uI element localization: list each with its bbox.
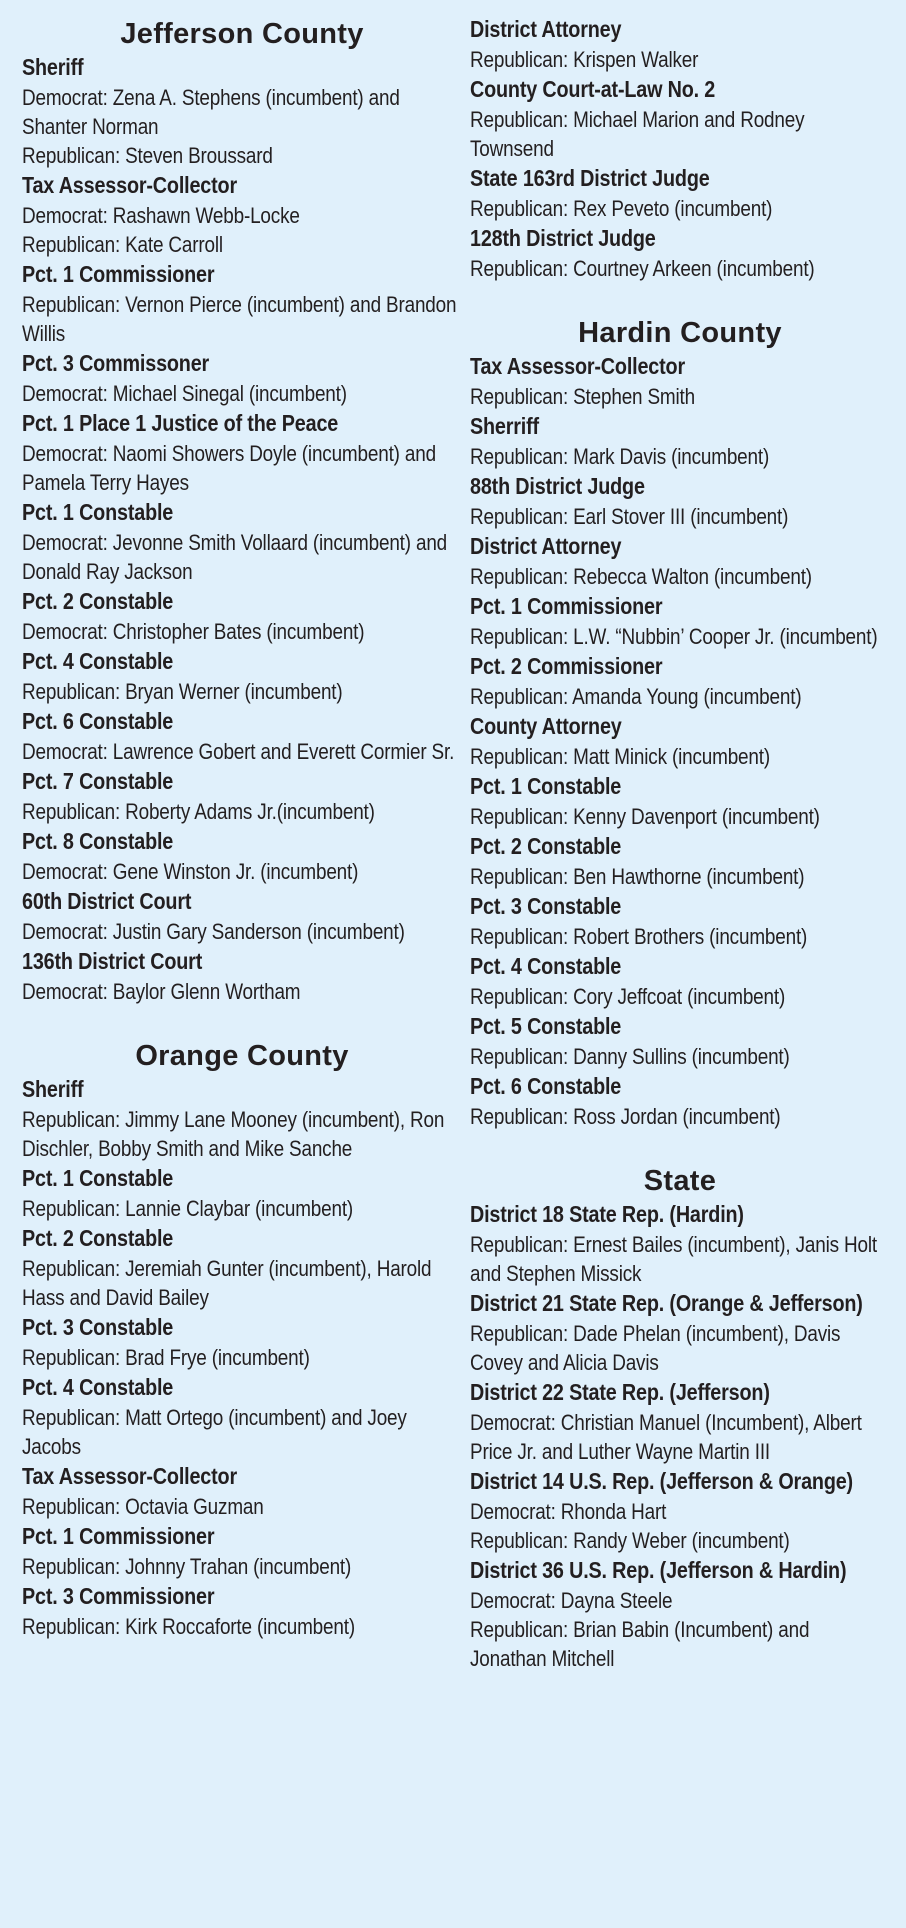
- candidate-line: Republican: Krispen Walker: [470, 47, 699, 72]
- office-title: Pct. 1 Commissioner: [470, 593, 663, 619]
- office-title: Pct. 5 Constable: [470, 1013, 622, 1039]
- candidate-line: Republican: Amanda Young (incumbent): [470, 684, 802, 709]
- office-title: Pct. 1 Constable: [22, 499, 174, 525]
- section-title: Orange County: [135, 1040, 349, 1072]
- race-entry: [470, 1466, 890, 1555]
- race-entry: [470, 711, 890, 771]
- office-title: Pct. 3 Commissioner: [22, 1583, 215, 1609]
- candidate-line: Republican: Rebecca Walton (incumbent): [470, 564, 812, 589]
- candidate-line: Republican: Jimmy Lane Mooney (incumbent), Ron Dischler, Bobby Smith and Mike Sanche: [22, 1107, 445, 1161]
- office-title: County Attorney: [470, 713, 622, 739]
- office-title: Pct. 1 Constable: [470, 773, 622, 799]
- office-title: Pct. 1 Commissioner: [22, 261, 215, 287]
- office-title: Pct. 3 Commissoner: [22, 350, 210, 376]
- race-entry: [470, 1288, 890, 1377]
- race-entry: [22, 766, 462, 826]
- office-title: Sheriff: [22, 54, 84, 80]
- candidate-line: Republican: Octavia Guzman: [22, 1494, 264, 1519]
- office-title: District 36 U.S. Rep. (Jefferson & Hardin): [470, 1557, 847, 1583]
- office-title: Sherriff: [470, 413, 539, 439]
- race-entry: [22, 1372, 462, 1461]
- office-title: Pct. 2 Constable: [470, 833, 622, 859]
- section: [470, 14, 890, 283]
- candidate-line: Democrat: Dayna Steele: [470, 1588, 673, 1613]
- right-column: [470, 14, 890, 1673]
- office-title: 136th District Court: [22, 948, 203, 974]
- race-entry: [22, 259, 462, 348]
- office-title: Tax Assessor-Collector: [22, 1463, 237, 1489]
- candidate-line: Republican: Matt Minick (incumbent): [470, 744, 770, 769]
- race-entry: [22, 497, 462, 586]
- candidate-line: Republican: Ben Hawthorne (incumbent): [470, 864, 805, 889]
- race-entry: [470, 411, 890, 471]
- race-entry: [470, 1011, 890, 1071]
- candidate-line: Democrat: Jevonne Smith Vollaard (incumbent) and Donald Ray Jackson: [22, 530, 448, 584]
- office-title: Pct. 4 Constable: [22, 648, 174, 674]
- race-entry: [22, 1312, 462, 1372]
- office-title: District 21 State Rep. (Orange & Jefferson): [470, 1290, 863, 1316]
- race-entry: [470, 951, 890, 1011]
- office-title: Pct. 6 Constable: [470, 1073, 622, 1099]
- race-entry: [22, 348, 462, 408]
- candidate-line: Democrat: Gene Winston Jr. (incumbent): [22, 859, 359, 884]
- candidate-line: Republican: Cory Jeffcoat (incumbent): [470, 984, 786, 1009]
- race-entry: [22, 1581, 462, 1641]
- race-entry: [22, 1074, 462, 1163]
- race-entry: [470, 163, 890, 223]
- race-entry: [22, 1521, 462, 1581]
- candidate-line: Democrat: Rashawn Webb-Locke: [22, 203, 300, 228]
- candidate-line: Republican: Brian Babin (Incumbent) and Jonathan Mitchell: [470, 1617, 810, 1671]
- race-entry: [470, 1555, 890, 1673]
- section: [470, 313, 890, 1131]
- section: [22, 14, 462, 1006]
- section: [22, 1036, 462, 1641]
- candidate-line: Democrat: Lawrence Gobert and Everett Cormier Sr.: [22, 739, 455, 764]
- race-entry: [470, 14, 890, 74]
- candidate-line: Republican: Stephen Smith: [470, 384, 695, 409]
- office-title: District 14 U.S. Rep. (Jefferson & Orange): [470, 1468, 853, 1494]
- race-entry: [470, 891, 890, 951]
- race-entry: [22, 586, 462, 646]
- race-entry: [22, 170, 462, 259]
- section-title: State: [643, 1165, 717, 1197]
- office-title: Tax Assessor-Collector: [470, 353, 685, 379]
- section: [470, 1161, 890, 1673]
- office-title: 88th District Judge: [470, 473, 645, 499]
- race-entry: [470, 471, 890, 531]
- candidate-line: Democrat: Christian Manuel (Incumbent), Albert Price Jr. and Luther Wayne Martin III: [470, 1410, 862, 1464]
- office-title: Pct. 2 Commissioner: [470, 653, 663, 679]
- office-title: Pct. 3 Constable: [22, 1314, 174, 1340]
- race-entry: [22, 408, 462, 497]
- office-title: Pct. 8 Constable: [22, 828, 174, 854]
- candidate-line: Democrat: Zena A. Stephens (incumbent) and Shanter Norman: [22, 85, 400, 139]
- race-entry: [22, 646, 462, 706]
- candidate-line: Republican: Matt Ortego (incumbent) and Joey Jacobs: [22, 1405, 407, 1459]
- office-title: Pct. 7 Constable: [22, 768, 174, 794]
- office-title: Pct. 4 Constable: [22, 1374, 174, 1400]
- office-title: District Attorney: [470, 533, 622, 559]
- candidate-line: Democrat: Rhonda Hart: [470, 1499, 667, 1524]
- candidate-line: Republican: Mark Davis (incumbent): [470, 444, 770, 469]
- race-entry: [470, 1199, 890, 1288]
- office-title: Pct. 2 Constable: [22, 1225, 174, 1251]
- race-entry: [22, 1461, 462, 1521]
- office-title: Pct. 2 Constable: [22, 588, 174, 614]
- candidate-line: Republican: Robert Brothers (incumbent): [470, 924, 808, 949]
- candidate-line: Democrat: Naomi Showers Doyle (incumbent) and Pamela Terry Hayes: [22, 441, 436, 495]
- race-entry: [470, 74, 890, 163]
- candidate-line: Republican: Kenny Davenport (incumbent): [470, 804, 820, 829]
- candidate-line: Republican: Bryan Werner (incumbent): [22, 679, 343, 704]
- candidate-line: Republican: Roberty Adams Jr.(incumbent): [22, 799, 375, 824]
- office-title: Pct. 1 Constable: [22, 1165, 174, 1191]
- race-entry: [22, 52, 462, 170]
- candidate-line: Democrat: Christopher Bates (incumbent): [22, 619, 365, 644]
- candidate-line: Republican: Ross Jordan (incumbent): [470, 1104, 781, 1129]
- race-entry: [470, 531, 890, 591]
- candidate-line: Republican: Kirk Roccaforte (incumbent): [22, 1614, 355, 1639]
- candidate-line: Republican: Brad Frye (incumbent): [22, 1345, 310, 1370]
- race-entry: [22, 886, 462, 946]
- race-entry: [22, 1223, 462, 1312]
- candidate-line: Republican: Rex Peveto (incumbent): [470, 196, 773, 221]
- office-title: District 18 State Rep. (Hardin): [470, 1201, 744, 1227]
- candidate-line: Republican: Steven Broussard: [22, 143, 273, 168]
- candidate-line: Republican: Courtney Arkeen (incumbent): [470, 256, 815, 281]
- candidate-line: Democrat: Justin Gary Sanderson (incumbent): [22, 919, 405, 944]
- office-title: Pct. 6 Constable: [22, 708, 174, 734]
- office-title: 128th District Judge: [470, 225, 656, 251]
- office-title: Sheriff: [22, 1076, 84, 1102]
- race-entry: [22, 706, 462, 766]
- race-entry: [22, 1163, 462, 1223]
- office-title: Tax Assessor-Collector: [22, 172, 237, 198]
- race-entry: [470, 651, 890, 711]
- candidate-line: Republican: Michael Marion and Rodney Townsend: [470, 107, 805, 161]
- race-entry: [470, 351, 890, 411]
- candidate-line: Republican: Earl Stover III (incumbent): [470, 504, 789, 529]
- office-title: Pct. 1 Commissioner: [22, 1523, 215, 1549]
- office-title: District Attorney: [470, 16, 622, 42]
- candidate-line: Republican: Kate Carroll: [22, 232, 223, 257]
- section-title: Jefferson County: [120, 18, 364, 50]
- candidate-line: Republican: Dade Phelan (incumbent), Davis Covey and Alicia Davis: [470, 1321, 841, 1375]
- candidate-line: Republican: Ernest Bailes (incumbent), Janis Holt and Stephen Missick: [470, 1232, 877, 1286]
- office-title: District 22 State Rep. (Jefferson): [470, 1379, 770, 1405]
- candidate-line: Republican: Lannie Claybar (incumbent): [22, 1196, 354, 1221]
- race-entry: [22, 946, 462, 1006]
- candidate-line: Republican: L.W. “Nubbin’ Cooper Jr. (incumbent): [470, 624, 878, 649]
- race-entry: [470, 1071, 890, 1131]
- candidate-line: Republican: Johnny Trahan (incumbent): [22, 1554, 352, 1579]
- race-entry: [22, 826, 462, 886]
- office-title: Pct. 4 Constable: [470, 953, 622, 979]
- candidate-line: Republican: Vernon Pierce (incumbent) and Brandon Willis: [22, 292, 457, 346]
- office-title: State 163rd District Judge: [470, 165, 710, 191]
- race-entry: [470, 771, 890, 831]
- candidate-line: Republican: Randy Weber (incumbent): [470, 1528, 790, 1553]
- office-title: 60th District Court: [22, 888, 192, 914]
- candidate-line: Democrat: Baylor Glenn Wortham: [22, 979, 301, 1004]
- left-column: [22, 14, 462, 1641]
- candidate-line: Democrat: Michael Sinegal (incumbent): [22, 381, 347, 406]
- race-entry: [470, 591, 890, 651]
- race-entry: [470, 223, 890, 283]
- race-entry: [470, 1377, 890, 1466]
- section-title: Hardin County: [578, 317, 782, 349]
- candidate-line: Republican: Danny Sullins (incumbent): [470, 1044, 790, 1069]
- office-title: Pct. 1 Place 1 Justice of the Peace: [22, 410, 339, 436]
- office-title: County Court-at-Law No. 2: [470, 76, 716, 102]
- candidate-line: Republican: Jeremiah Gunter (incumbent), Harold Hass and David Bailey: [22, 1256, 432, 1310]
- race-entry: [470, 831, 890, 891]
- office-title: Pct. 3 Constable: [470, 893, 622, 919]
